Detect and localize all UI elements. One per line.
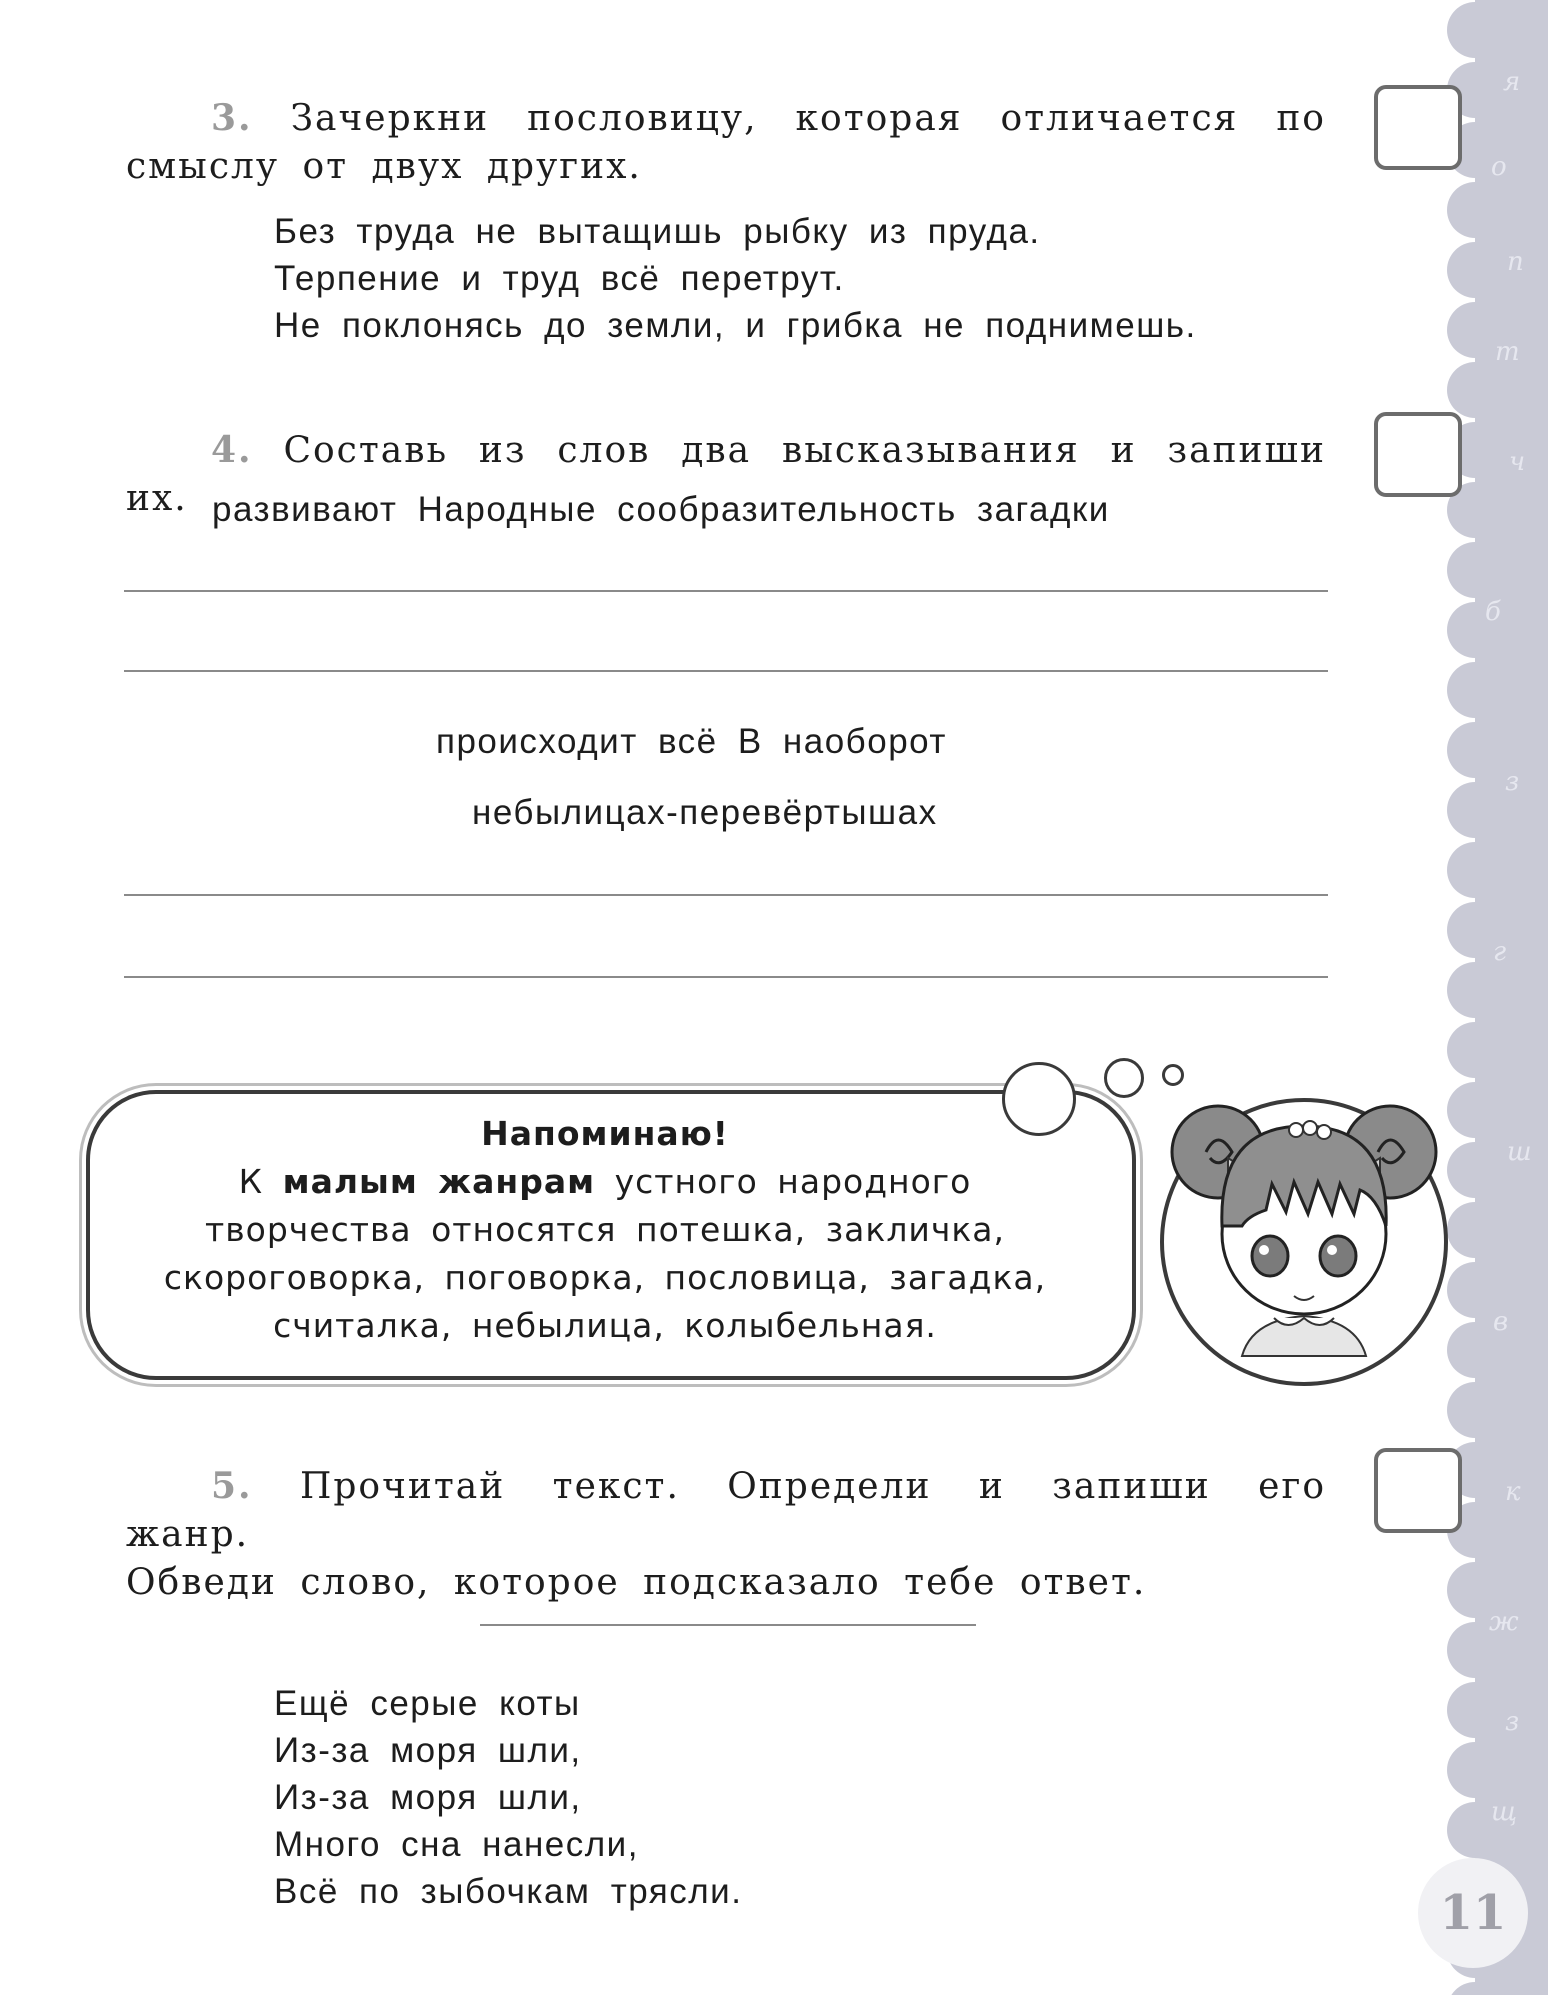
decorative-side-border <box>1445 0 1548 1995</box>
task4-words-set2-line1: происходит всё В наоборот <box>436 722 947 761</box>
svg-text:ш: ш <box>1507 1137 1532 1167</box>
task5-instruction-line1: Прочитай текст. Определи и запиши его жанр. <box>126 1466 1326 1555</box>
svg-text:г: г <box>1493 937 1507 967</box>
svg-text:в: в <box>1493 1307 1509 1337</box>
poem-line[interactable]: Много сна нанесли, <box>274 1825 639 1864</box>
score-box-task3[interactable] <box>1374 85 1462 170</box>
answer-line[interactable] <box>124 590 1328 592</box>
svg-text:ж: ж <box>1489 1607 1519 1637</box>
svg-text:б: б <box>1485 597 1501 627</box>
reminder-line2: творчества относятся потешка, закличка, <box>204 1210 1006 1249</box>
girl-illustration <box>1146 1056 1456 1386</box>
reminder-genre-term: малым жанрам <box>282 1162 596 1201</box>
svg-text:ч: ч <box>1509 447 1526 477</box>
task3-instruction-line1: Зачеркни пословицу, которая отличается по <box>290 98 1326 139</box>
task3-instruction <box>126 94 1326 191</box>
proverb-item[interactable]: Без труда не вытащишь рыбку из пруда. <box>274 212 1041 251</box>
task4-number: 4. <box>211 429 253 471</box>
svg-text:щ: щ <box>1491 1797 1518 1827</box>
task3-proverbs <box>274 208 1197 349</box>
reminder-text <box>100 1110 1110 1350</box>
poem-line[interactable]: Всё по зыбочкам трясли. <box>274 1872 743 1911</box>
task4-instruction-text: Составь из слов два высказывания и запиши их. <box>126 430 1326 519</box>
poem-line[interactable]: Из-за моря шли, <box>274 1731 582 1770</box>
answer-line[interactable] <box>124 976 1328 978</box>
svg-text:з: з <box>1505 1707 1520 1737</box>
task4-words-set2-line2: небылицах-перевёртышах <box>472 793 938 832</box>
reminder-line3: скороговорка, поговорка, пословица, загадка, <box>163 1258 1047 1297</box>
proverb-item[interactable]: Не поклонясь до земли, и грибка не поднимешь. <box>274 306 1197 345</box>
task5-instruction <box>126 1462 1326 1607</box>
answer-line[interactable] <box>124 894 1328 896</box>
poem-line[interactable]: Ещё серые коты <box>274 1684 581 1723</box>
thought-dot <box>1104 1058 1144 1098</box>
score-box-task4[interactable] <box>1374 412 1462 497</box>
proverb-item[interactable]: Терпение и труд всё перетрут. <box>274 259 845 298</box>
task5-instruction-line2: Обведи слово, которое подсказало тебе ответ. <box>126 1562 1147 1603</box>
task4-words-set1: развивают Народные сообразительность загадки <box>212 490 1110 529</box>
svg-text:я: я <box>1503 67 1521 97</box>
svg-text:о: о <box>1491 152 1507 182</box>
reminder-title: Напоминаю! <box>481 1114 729 1153</box>
svg-text:п: п <box>1507 247 1524 277</box>
reminder-line1 <box>100 1158 1110 1206</box>
reminder-line1-pre: К <box>238 1162 264 1201</box>
page-number: 11 <box>1418 1858 1528 1968</box>
score-box-task5[interactable] <box>1374 1448 1462 1533</box>
reminder-line1-post: устного народного <box>614 1162 972 1201</box>
answer-line[interactable] <box>124 670 1328 672</box>
task5-number: 5. <box>211 1465 253 1507</box>
svg-text:з: з <box>1505 767 1520 797</box>
svg-text:т: т <box>1495 337 1520 367</box>
task3-number: 3. <box>211 97 253 139</box>
poem-line[interactable]: Из-за моря шли, <box>274 1778 582 1817</box>
genre-answer-line[interactable] <box>480 1624 976 1626</box>
task3-instruction-line2: смыслу от двух других. <box>126 146 642 187</box>
svg-text:к: к <box>1505 1477 1521 1507</box>
reminder-line4: считалка, небылица, колыбельная. <box>273 1306 937 1345</box>
task5-poem <box>274 1680 742 1915</box>
